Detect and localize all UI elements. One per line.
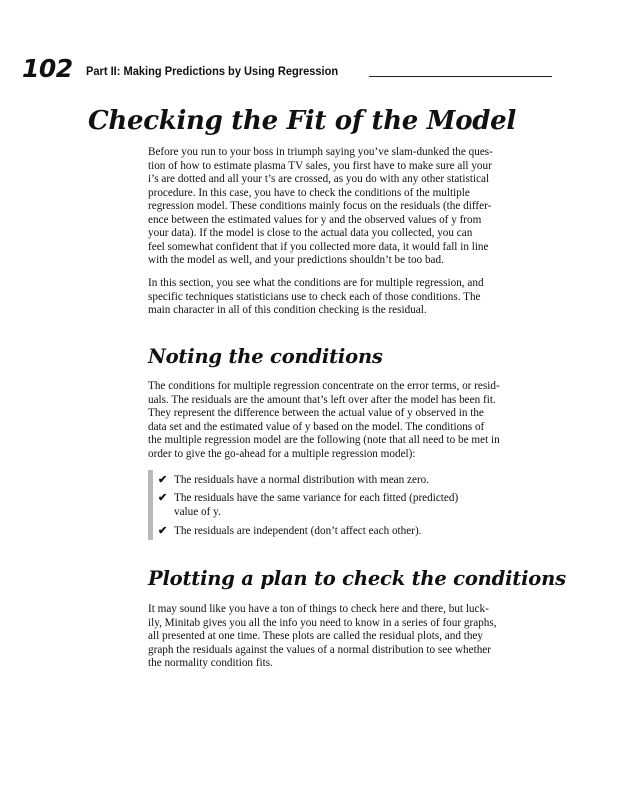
text-line: It may sound like you have a ton of things to check here and there, but luck- (148, 603, 489, 615)
text-line: specific techniques statisticians use to check each of those conditions. The (148, 290, 481, 303)
list-sidebar-bar (148, 470, 153, 540)
text-line: the multiple regression model are the following (note that all need to be met in (148, 434, 500, 446)
checkmark-icon: ✔ (158, 492, 168, 504)
text-line: order to give the go-ahead for a multiple regression model): (148, 447, 416, 460)
text-line: with the model as well, and your predictions shouldn’t be too bad. (148, 254, 444, 266)
list-item-text: The residuals are independent (don’t affect each other). (174, 525, 422, 537)
text-line: all presented at one time. These plots are called the residual plots, and they (148, 630, 483, 642)
text-line: ily, Minitab gives you all the info you need to know in a series of four graphs, (148, 616, 497, 629)
subheading-plotting-plan: Plotting a plan to check the conditions (148, 567, 566, 590)
text-line: the normality condition fits. (148, 657, 273, 669)
text-line: value of y. (174, 505, 221, 518)
text-line: i’s are dotted and all your t’s are crossed, as you do with any other statistical (148, 173, 490, 185)
text-line: your data). If the model is close to the actual data you collected, you can (148, 227, 473, 239)
intro-paragraph-2 (148, 277, 558, 318)
text-line: uals. The residuals are the amount that’s left over after the model has been fit. (148, 393, 496, 406)
running-head-title: Part II: Making Predictions by Using Regression (86, 64, 339, 78)
running-header (22, 56, 552, 82)
conditions-list (148, 467, 558, 541)
text-line: regression model. These conditions mainly focus on the residuals (the differ- (148, 200, 492, 212)
section-title: Checking the Fit of the Model (88, 106, 517, 136)
subheading-noting-conditions: Noting the conditions (148, 345, 383, 368)
text-line: graph the residuals against the values of a normal distribution to see whether (148, 643, 491, 656)
plotting-paragraph (148, 603, 558, 671)
checkmark-icon: ✔ (158, 474, 168, 486)
text-line: Before you run to your boss in triumph saying you’ve slam-dunked the ques- (148, 146, 493, 158)
list-item-text: The residuals have a normal distribution with mean zero. (174, 474, 430, 486)
checkmark-icon: ✔ (158, 525, 168, 537)
text-line: main character in all of this condition checking is the residual. (148, 304, 427, 316)
text-line: In this section, you see what the conditions are for multiple regression, and (148, 277, 484, 289)
intro-paragraph-1 (148, 146, 558, 268)
text-line: ence between the estimated values for y and the observed values of y from (148, 213, 482, 226)
text-line: tion of how to estimate plasma TV sales, you first have to make sure all your (148, 159, 492, 172)
list-item-text (174, 492, 458, 519)
text-line: The conditions for multiple regression concentrate on the error terms, or resid- (148, 380, 500, 392)
text-line: procedure. In this case, you have to check the conditions of the multiple (148, 186, 470, 199)
text-line: The residuals have the same variance for each fitted (predicted) (174, 492, 459, 504)
text-line: data set and the estimated value of y based on the model. The conditions of (148, 420, 485, 433)
page-number: 102 (22, 54, 73, 83)
conditions-paragraph (148, 380, 558, 461)
header-rule (369, 76, 552, 77)
text-line: They represent the difference between the actual value of y observed in the (148, 407, 484, 419)
text-line: feel somewhat confident that if you collected more data, it would fall in line (148, 240, 489, 253)
